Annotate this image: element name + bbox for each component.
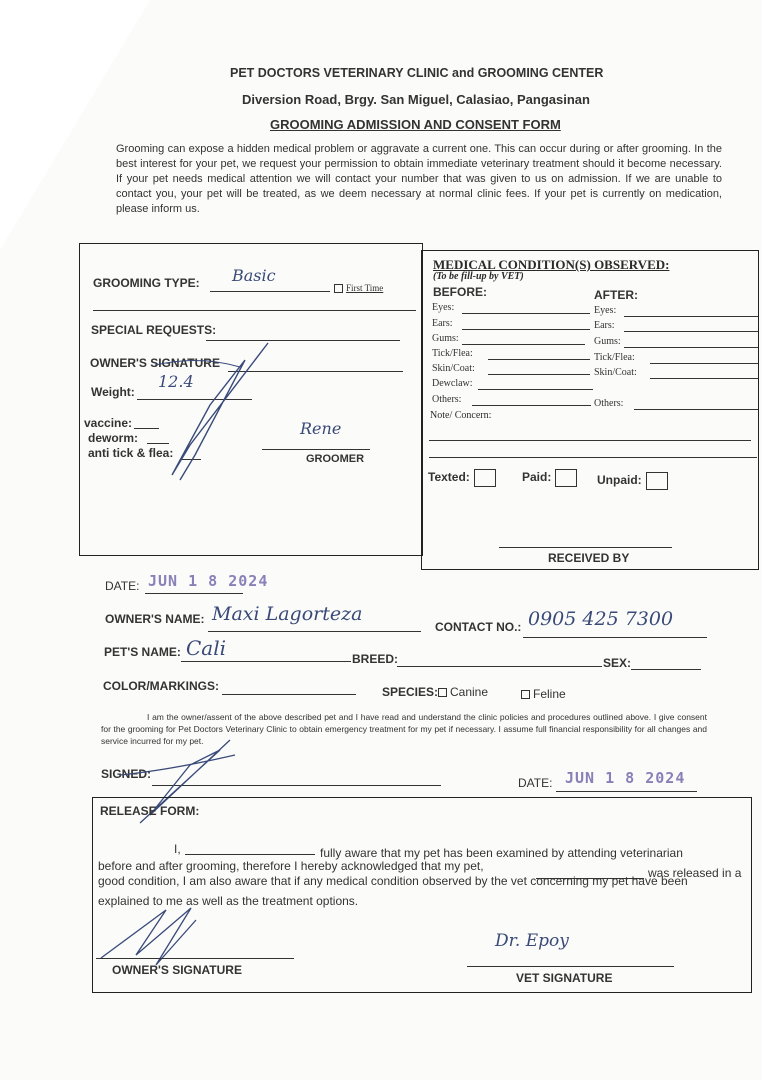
canine-checkbox[interactable] — [438, 688, 447, 697]
vaccine-label: vaccine: — [84, 416, 133, 430]
before-row-label: Eyes: — [432, 302, 455, 313]
received-by-line[interactable] — [499, 547, 672, 548]
owner-signature-scribble — [150, 335, 270, 485]
release-text-2b: was released in a — [648, 866, 742, 880]
grooming-type-value: Basic — [232, 266, 276, 285]
vet-signature-line[interactable] — [467, 966, 674, 967]
release-text-3: good condition, I am also aware that if any medical condition observed by the vet concerning my pet have been — [98, 874, 688, 888]
after-row-label: Ears: — [594, 320, 615, 331]
signed-date-stamp: JUN 1 8 2024 — [565, 769, 686, 787]
after-row-field[interactable] — [624, 316, 758, 317]
release-text-2: before and after grooming, therefore I hereby acknowledged that my pet, — [98, 859, 484, 873]
texted-label: Texted: — [428, 470, 470, 485]
grooming-type-extra-line — [93, 310, 416, 311]
pet-name-value: Cali — [186, 636, 227, 660]
texted-checkbox[interactable] — [474, 469, 496, 487]
after-row-label: Gums: — [594, 336, 621, 347]
before-row-field[interactable] — [472, 405, 591, 406]
owner-name-value: Maxi Lagorteza — [212, 603, 363, 625]
deworm-label: deworm: — [88, 431, 139, 445]
feline-label: Feline — [533, 687, 566, 701]
first-time-label: First Time — [346, 283, 384, 293]
first-time-option[interactable] — [334, 283, 383, 293]
before-row-label: Gums: — [432, 333, 459, 344]
release-i-label: I, — [174, 842, 181, 856]
breed-field[interactable] — [397, 666, 602, 667]
weight-value: 12.4 — [158, 372, 194, 391]
sex-field[interactable] — [631, 669, 701, 670]
color-markings-field[interactable] — [222, 694, 356, 695]
before-row-field[interactable] — [488, 359, 590, 360]
contact-label: CONTACT NO.: — [435, 620, 522, 634]
release-owner-name-field[interactable] — [185, 854, 315, 855]
after-row-label: Skin/Coat: — [594, 367, 637, 378]
pet-name-field[interactable] — [181, 661, 351, 662]
owner-signature-label: OWNER'S SIGNATURE — [90, 356, 220, 370]
anti-tick-label: anti tick & flea: — [88, 446, 174, 460]
texted-option[interactable] — [428, 469, 496, 487]
release-owner-signature-scribble — [96, 900, 206, 970]
pet-name-label: PET'S NAME: — [104, 645, 181, 659]
release-title: RELEASE FORM: — [100, 804, 200, 818]
signed-label: SIGNED: — [101, 767, 152, 781]
note-label: Note/ Concern: — [430, 410, 492, 421]
clinic-name: PET DOCTORS VETERINARY CLINIC and GROOMING CENTER — [230, 66, 604, 80]
after-row-field[interactable] — [634, 409, 758, 410]
before-row-field[interactable] — [478, 389, 593, 390]
paid-option[interactable] — [522, 469, 577, 487]
intro-paragraph: Grooming can expose a hidden medical problem or aggravate a current one. This can occur during or after grooming. In the best interest for your pet, we request your permission to obtain immediate veterinary treatment should it become necessary. If your pet needs medical attention we will contact your number that was given to us on admission. If we are unable to contact you, your pet will be treated, as we deem necessary at normal clinic fees. If your pet is currently on medication, please inform us. — [116, 143, 722, 215]
sex-label: SEX: — [603, 656, 632, 670]
before-row-label: Ears: — [432, 318, 453, 329]
color-markings-label: COLOR/MARKINGS: — [103, 679, 219, 693]
groomer-name: Rene — [300, 419, 342, 438]
groomer-label: GROOMER — [306, 453, 365, 465]
after-row-field[interactable] — [650, 363, 758, 364]
before-row-field[interactable] — [462, 313, 590, 314]
contact-field[interactable] — [523, 637, 707, 638]
unpaid-option[interactable] — [597, 472, 668, 490]
after-row-field[interactable] — [624, 331, 758, 332]
feline-option[interactable] — [521, 687, 566, 701]
date-stamp: JUN 1 8 2024 — [148, 572, 269, 590]
date-label: DATE: — [105, 579, 140, 593]
weight-label: Weight: — [91, 385, 135, 399]
signed-date-label: DATE: — [518, 776, 553, 790]
form-title: GROOMING ADMISSION AND CONSENT FORM — [270, 117, 561, 132]
signed-date-field[interactable] — [556, 791, 697, 792]
before-row-label: Others: — [432, 394, 462, 405]
clinic-address: Diversion Road, Brgy. San Miguel, Calasiao, Pangasinan — [242, 92, 590, 107]
feline-checkbox[interactable] — [521, 690, 530, 699]
before-row-field[interactable] — [462, 344, 585, 345]
before-row-field[interactable] — [462, 329, 590, 330]
note-line-2[interactable] — [429, 457, 757, 458]
consent-text: I am the owner/assent of the above described pet and I have read and understand the clinic policies and procedures outlined above. I give consent for the grooming for Pet Doctors Veterinary Clinic to obtain emergency treatment for my pet if necessary. I assume full financial responsibility for all changes and service incurred for my pet. — [101, 712, 707, 746]
vet-signature-label: VET SIGNATURE — [516, 971, 613, 985]
first-time-checkbox[interactable] — [334, 284, 343, 293]
before-row-label: Tick/Flea: — [432, 348, 473, 359]
after-row-label: Eyes: — [594, 305, 617, 316]
vet-name: Dr. Epoy — [495, 931, 569, 951]
paid-label: Paid: — [522, 470, 552, 485]
before-row-label: Dewclaw: — [432, 378, 473, 389]
medical-title: MEDICAL CONDITION(S) OBSERVED: — [433, 257, 670, 272]
grooming-type-label: GROOMING TYPE: — [93, 276, 200, 290]
contact-value: 0905 425 7300 — [528, 608, 674, 630]
release-text-4: explained to me as well as the treatment options. — [98, 894, 359, 908]
groomer-line — [262, 449, 370, 450]
after-row-field[interactable] — [650, 378, 758, 379]
after-row-label: Others: — [594, 398, 624, 409]
note-line-1[interactable] — [429, 440, 751, 441]
before-row-label: Skin/Coat: — [432, 363, 475, 374]
after-row-label: Tick/Flea: — [594, 352, 635, 363]
canine-label: Canine — [450, 685, 489, 699]
date-field[interactable] — [145, 593, 243, 594]
before-label: BEFORE: — [433, 285, 487, 299]
release-owner-signature-line[interactable] — [96, 958, 294, 959]
release-owner-signature-label: OWNER'S SIGNATURE — [112, 963, 242, 977]
release-text-1: fully aware that my pet has been examined by attending veterinarian — [320, 846, 683, 860]
breed-label: BREED: — [352, 652, 399, 666]
paid-checkbox[interactable] — [555, 469, 577, 487]
species-label: SPECIES: — [382, 685, 439, 699]
unpaid-checkbox[interactable] — [646, 472, 668, 490]
owner-name-field[interactable] — [208, 631, 421, 632]
unpaid-label: Unpaid: — [597, 473, 642, 488]
medical-subtitle: (To be fill-up by VET) — [433, 271, 524, 282]
received-by-label: RECEIVED BY — [548, 551, 630, 565]
after-row-field[interactable] — [624, 347, 758, 348]
special-requests-label: SPECIAL REQUESTS: — [91, 323, 217, 337]
canine-option[interactable] — [438, 685, 488, 699]
owner-name-label: OWNER'S NAME: — [105, 612, 205, 626]
before-row-field[interactable] — [488, 374, 590, 375]
after-label: AFTER: — [594, 288, 638, 302]
grooming-type-field[interactable] — [210, 291, 330, 292]
